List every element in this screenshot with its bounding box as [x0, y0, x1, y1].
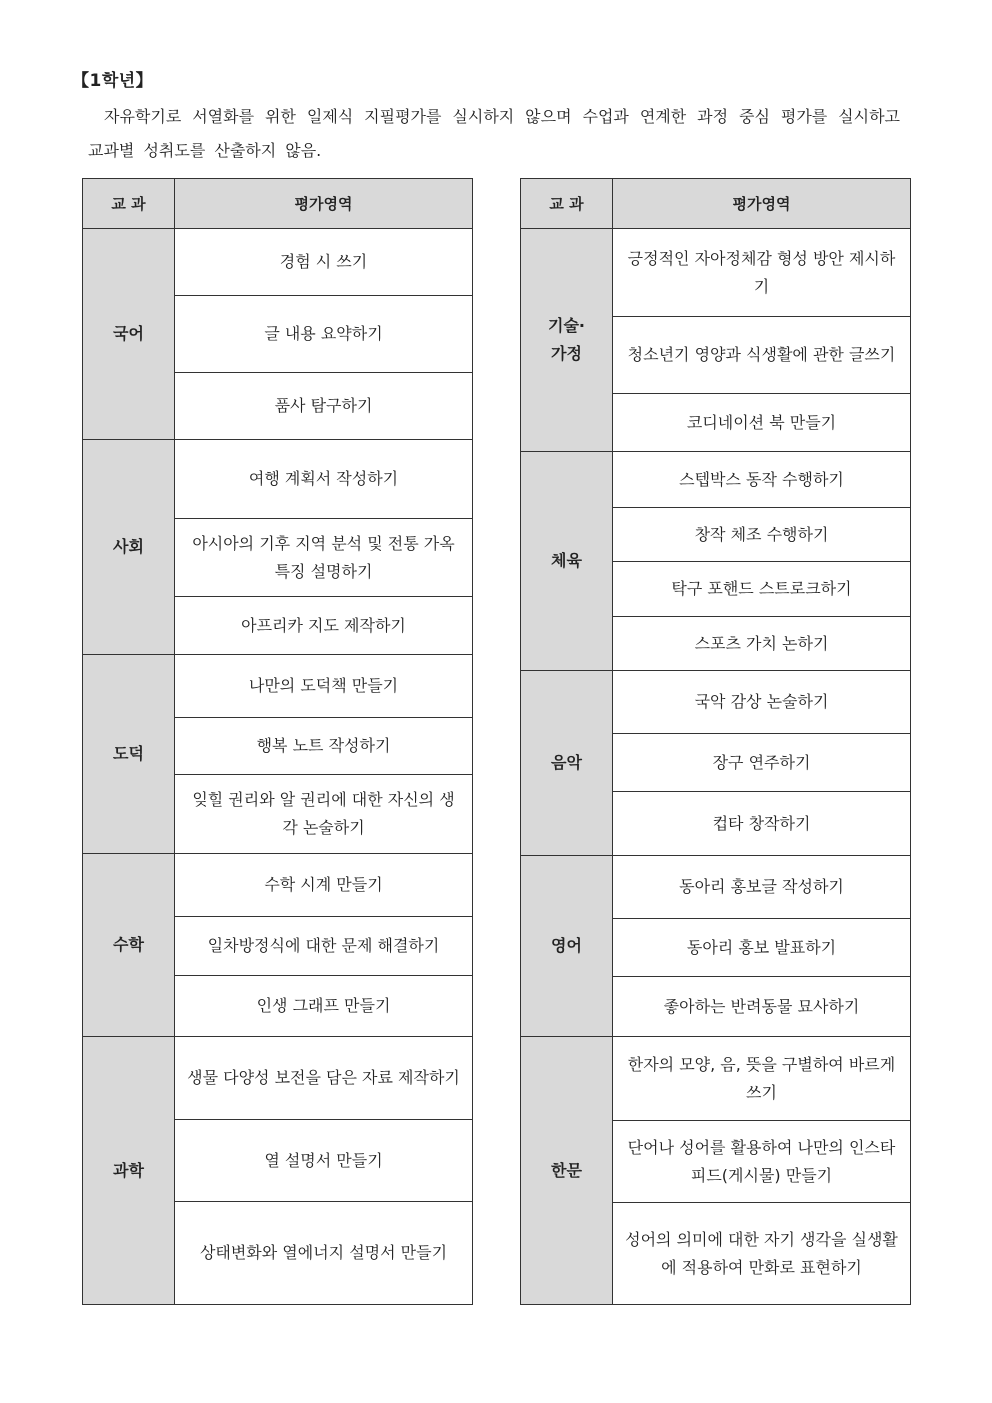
area-cell: 열 설명서 만들기 — [175, 1120, 473, 1202]
subject-cell: 과학 — [83, 1037, 175, 1305]
area-cell: 성어의 의미에 대한 자기 생각을 실생활에 적용하여 만화로 표현하기 — [613, 1203, 911, 1305]
area-cell: 장구 연주하기 — [613, 734, 911, 792]
subject-cell: 도덕 — [83, 655, 175, 854]
subject-cell: 체육 — [521, 452, 613, 671]
subject-cell: 기술· 가정 — [521, 229, 613, 452]
area-cell: 아프리카 지도 제작하기 — [175, 597, 473, 655]
subject-cell: 음악 — [521, 671, 613, 856]
header-area: 평가영역 — [175, 179, 473, 229]
header-area: 평가영역 — [613, 179, 911, 229]
evaluation-table-right — [520, 178, 911, 1305]
area-cell: 좋아하는 반려동물 묘사하기 — [613, 977, 911, 1037]
area-cell: 동아리 홍보글 작성하기 — [613, 856, 911, 919]
subject-cell: 한문 — [521, 1037, 613, 1305]
area-cell: 탁구 포핸드 스트로크하기 — [613, 562, 911, 617]
intro-paragraph: 자유학기로 서열화를 위한 일제식 지필평가를 실시하지 않으며 수업과 연계한 과정 중심 평가를 실시하고 교과별 성취도를 산출하지 않음. — [88, 107, 900, 160]
area-cell: 코디네이션 북 만들기 — [613, 394, 911, 452]
subject-cell: 영어 — [521, 856, 613, 1037]
area-cell: 잊힐 권리와 알 권리에 대한 자신의 생각 논술하기 — [175, 775, 473, 854]
header-subject: 교 과 — [521, 179, 613, 229]
header-subject: 교 과 — [83, 179, 175, 229]
area-cell: 청소년기 영양과 식생활에 관한 글쓰기 — [613, 317, 911, 394]
area-cell: 인생 그래프 만들기 — [175, 976, 473, 1037]
area-cell: 아시아의 기후 지역 분석 및 전통 가옥 특징 설명하기 — [175, 519, 473, 597]
area-cell: 나만의 도덕책 만들기 — [175, 655, 473, 718]
subject-cell: 수학 — [83, 854, 175, 1037]
area-cell: 동아리 홍보 발표하기 — [613, 919, 911, 977]
area-cell: 생물 다양성 보전을 담은 자료 제작하기 — [175, 1037, 473, 1120]
area-cell: 한자의 모양, 음, 뜻을 구별하여 바르게 쓰기 — [613, 1037, 911, 1121]
area-cell: 행복 노트 작성하기 — [175, 718, 473, 775]
area-cell: 컵타 창작하기 — [613, 792, 911, 856]
area-cell: 창작 체조 수행하기 — [613, 508, 911, 562]
area-cell: 스텝박스 동작 수행하기 — [613, 452, 911, 508]
subject-cell: 사회 — [83, 440, 175, 655]
area-cell: 품사 탐구하기 — [175, 373, 473, 440]
area-cell: 국악 감상 논술하기 — [613, 671, 911, 734]
subject-cell: 국어 — [83, 229, 175, 440]
grade-heading: 【1학년】 — [72, 71, 154, 91]
area-cell: 긍정적인 자아정체감 형성 방안 제시하기 — [613, 229, 911, 317]
area-cell: 경험 시 쓰기 — [175, 229, 473, 296]
area-cell: 수학 시계 만들기 — [175, 854, 473, 917]
evaluation-table-left — [82, 178, 473, 1305]
area-cell: 글 내용 요약하기 — [175, 296, 473, 373]
area-cell: 스포츠 가치 논하기 — [613, 617, 911, 671]
area-cell: 단어나 성어를 활용하여 나만의 인스타 피드(게시물) 만들기 — [613, 1121, 911, 1203]
area-cell: 상태변화와 열에너지 설명서 만들기 — [175, 1202, 473, 1305]
area-cell: 일차방정식에 대한 문제 해결하기 — [175, 917, 473, 976]
area-cell: 여행 계획서 작성하기 — [175, 440, 473, 519]
